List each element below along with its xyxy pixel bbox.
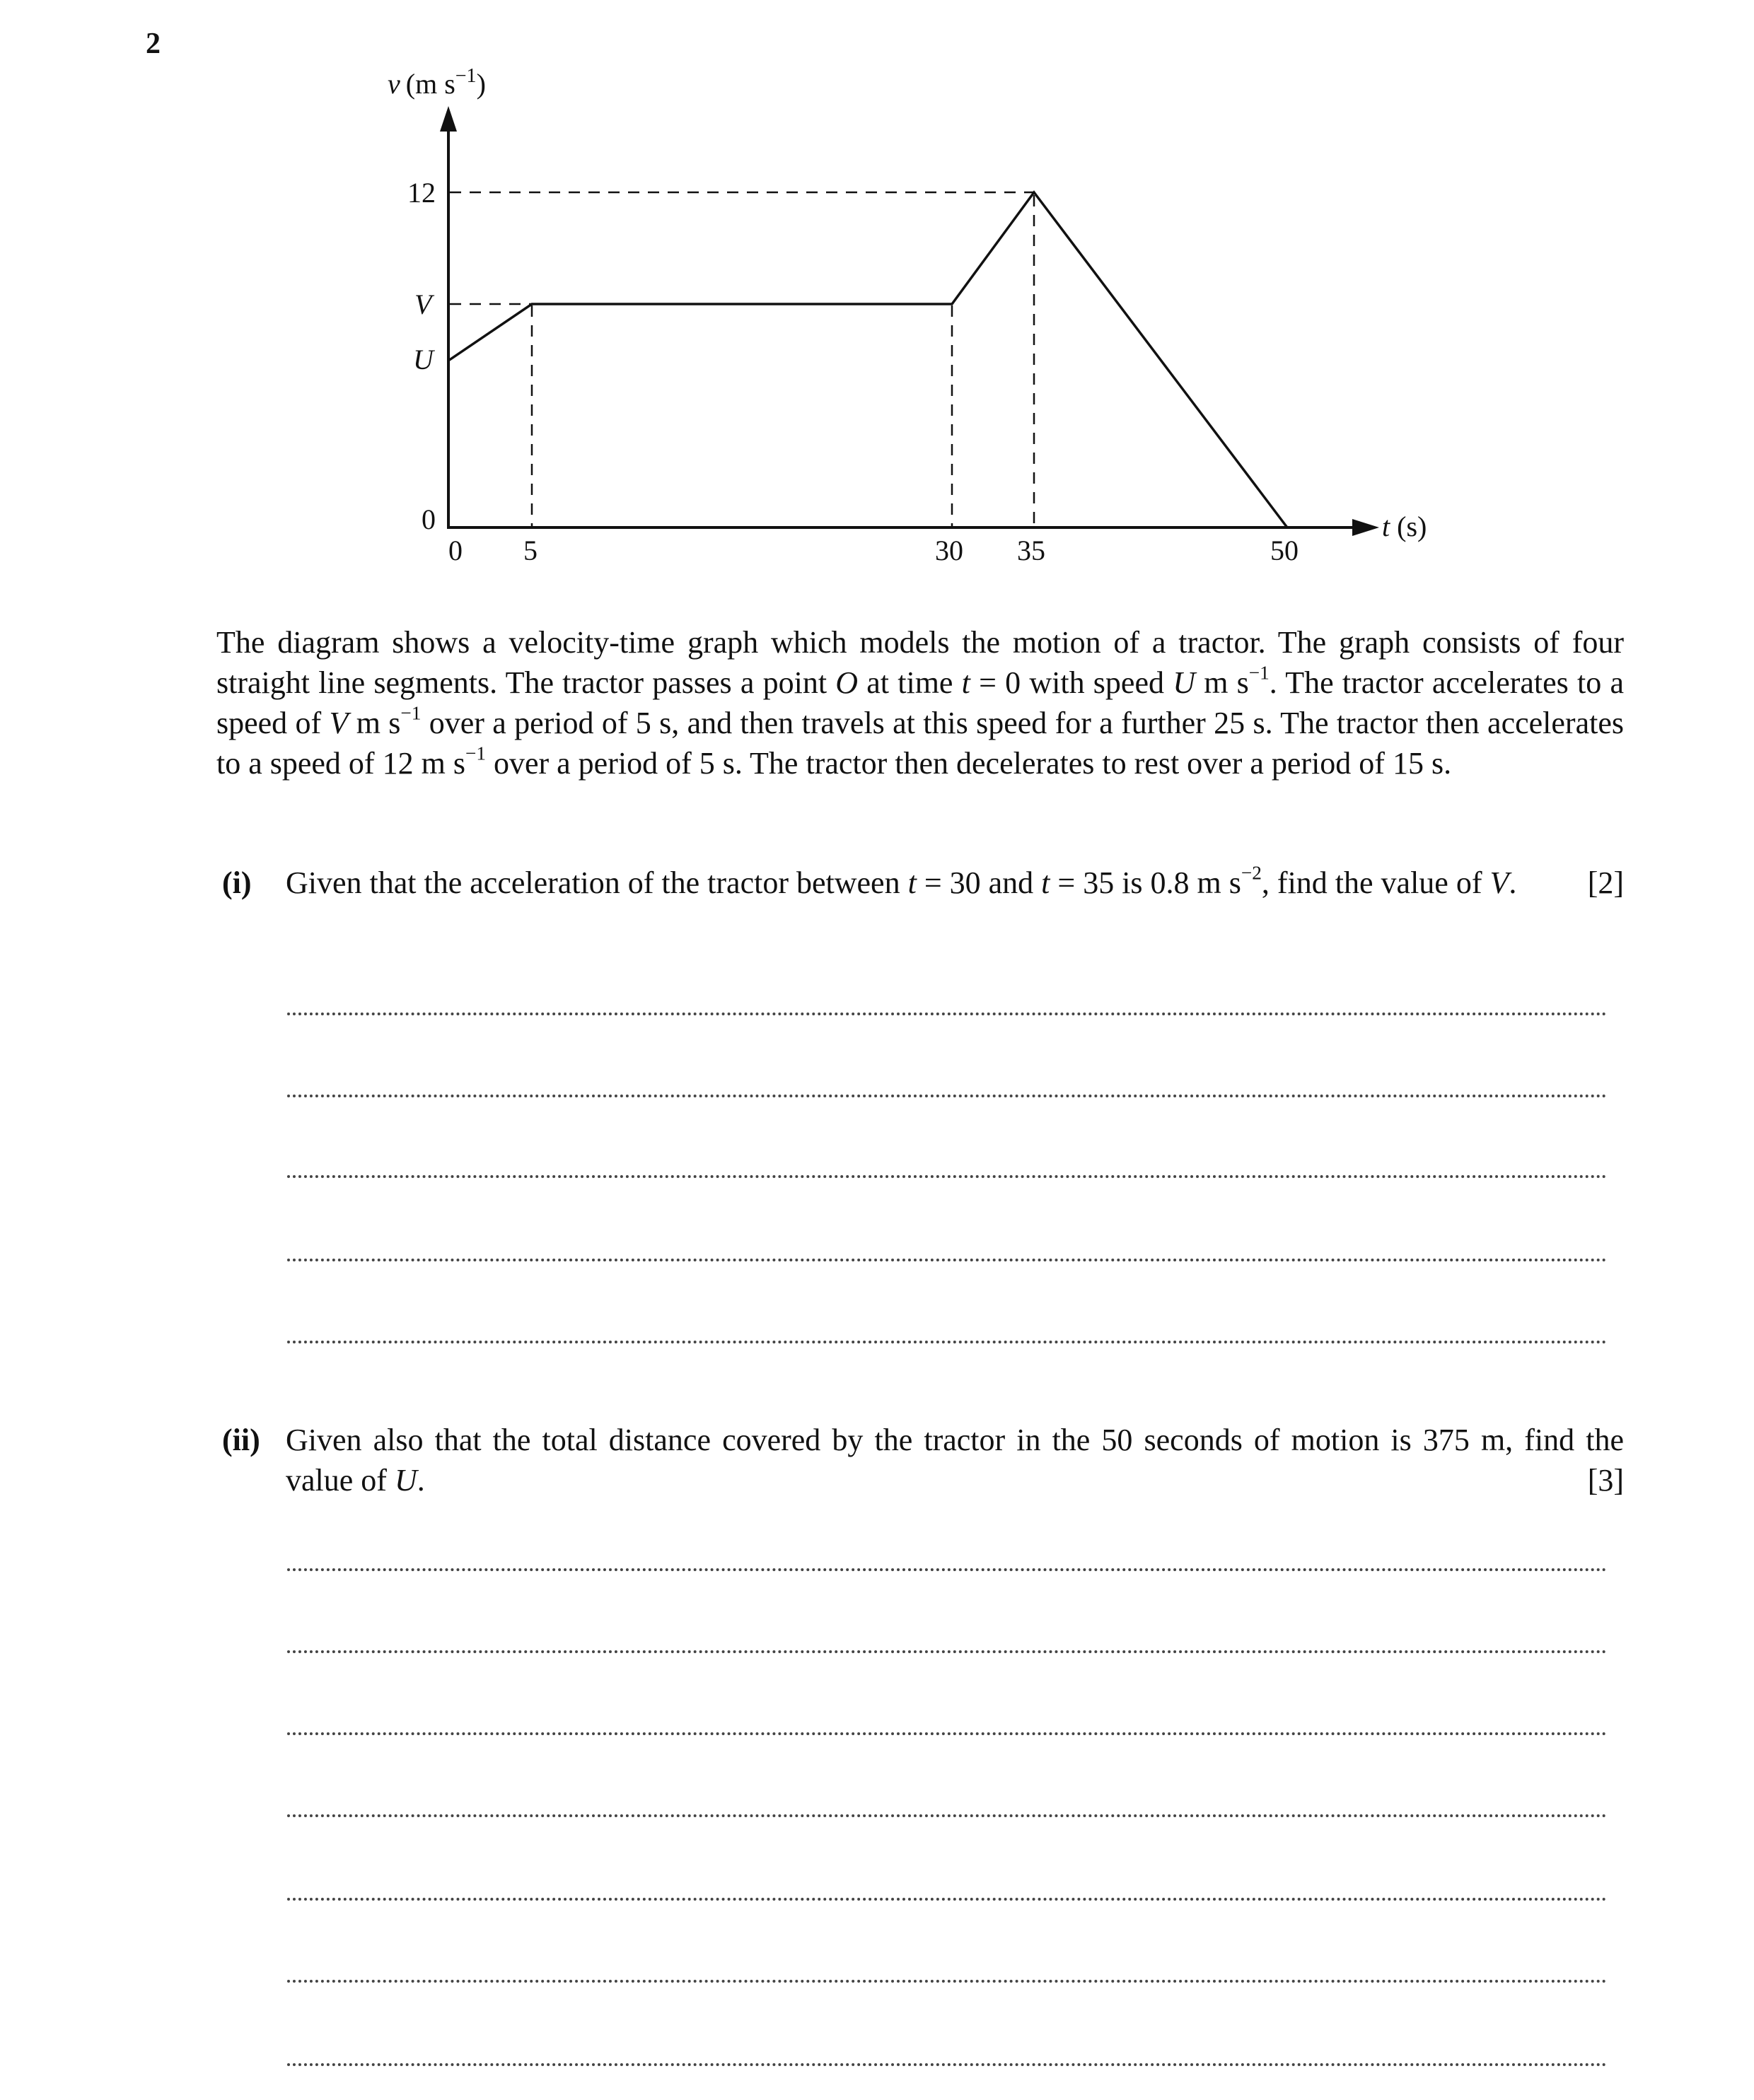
x-axis-label: t (s) — [1382, 511, 1427, 542]
page-number: 2 — [146, 28, 161, 60]
answer-line[interactable] — [287, 2063, 1607, 2066]
question-ii-text: Given also that the total distance covered by the tractor in the 50 seconds of motion is 375 m, find the value of U. — [286, 1423, 1624, 1498]
x-tick-50: 50 — [1270, 535, 1299, 566]
answer-line[interactable] — [287, 1898, 1607, 1901]
answer-line[interactable] — [287, 1650, 1607, 1653]
question-i — [216, 863, 1624, 903]
x-tick-5: 5 — [523, 535, 538, 566]
y-tick-0: 0 — [422, 503, 436, 535]
question-i-marks: [2] — [1587, 865, 1624, 900]
question-i-number: (i) — [222, 865, 252, 900]
y-axis-arrowhead — [440, 106, 457, 132]
y-tick-V: V — [414, 288, 432, 320]
x-axis-arrowhead — [1352, 519, 1379, 536]
answer-line[interactable] — [287, 1732, 1607, 1735]
velocity-time-graph — [0, 0, 1754, 608]
velocity-line — [448, 192, 1287, 527]
answer-line[interactable] — [287, 1568, 1607, 1571]
answer-line[interactable] — [287, 1175, 1607, 1178]
y-tick-U: U — [413, 344, 434, 375]
x-tick-35: 35 — [1017, 535, 1045, 566]
answer-line[interactable] — [287, 1341, 1607, 1343]
x-tick-0: 0 — [448, 535, 463, 566]
y-axis-label: v (m $s^{-1}$) — [388, 65, 486, 100]
intro-paragraph: The diagram shows a velocity-time graph which models the motion of a tractor. The graph consists of four straight line segments. The tractor passes a point O at time t = 0 with speed U m $s^{-1}$. The tractor accelerates to a speed of V m $s^{-1}$ over a period of 5 s, and then travels at this speed for a further 25 s. The tractor then accelerates to a speed of 12 m $s^{-1}$ over a period of 5 s. The tractor then decelerates to rest over a period of 15 s. — [216, 625, 1624, 781]
question-ii — [216, 1420, 1624, 1500]
answer-line[interactable] — [287, 1095, 1607, 1097]
answer-line[interactable] — [287, 1259, 1607, 1261]
answer-line[interactable] — [287, 1814, 1607, 1817]
question-i-text: Given that the acceleration of the tractor between t = 30 and t = 35 is 0.8 m $s^{-2}$, find the value of V. — [286, 862, 1517, 900]
y-tick-12: 12 — [407, 177, 436, 209]
question-ii-number: (ii) — [222, 1423, 260, 1457]
question-ii-marks: [3] — [1587, 1463, 1624, 1498]
x-tick-30: 30 — [935, 535, 963, 566]
answer-line[interactable] — [287, 1013, 1607, 1015]
answer-line[interactable] — [287, 1980, 1607, 1983]
